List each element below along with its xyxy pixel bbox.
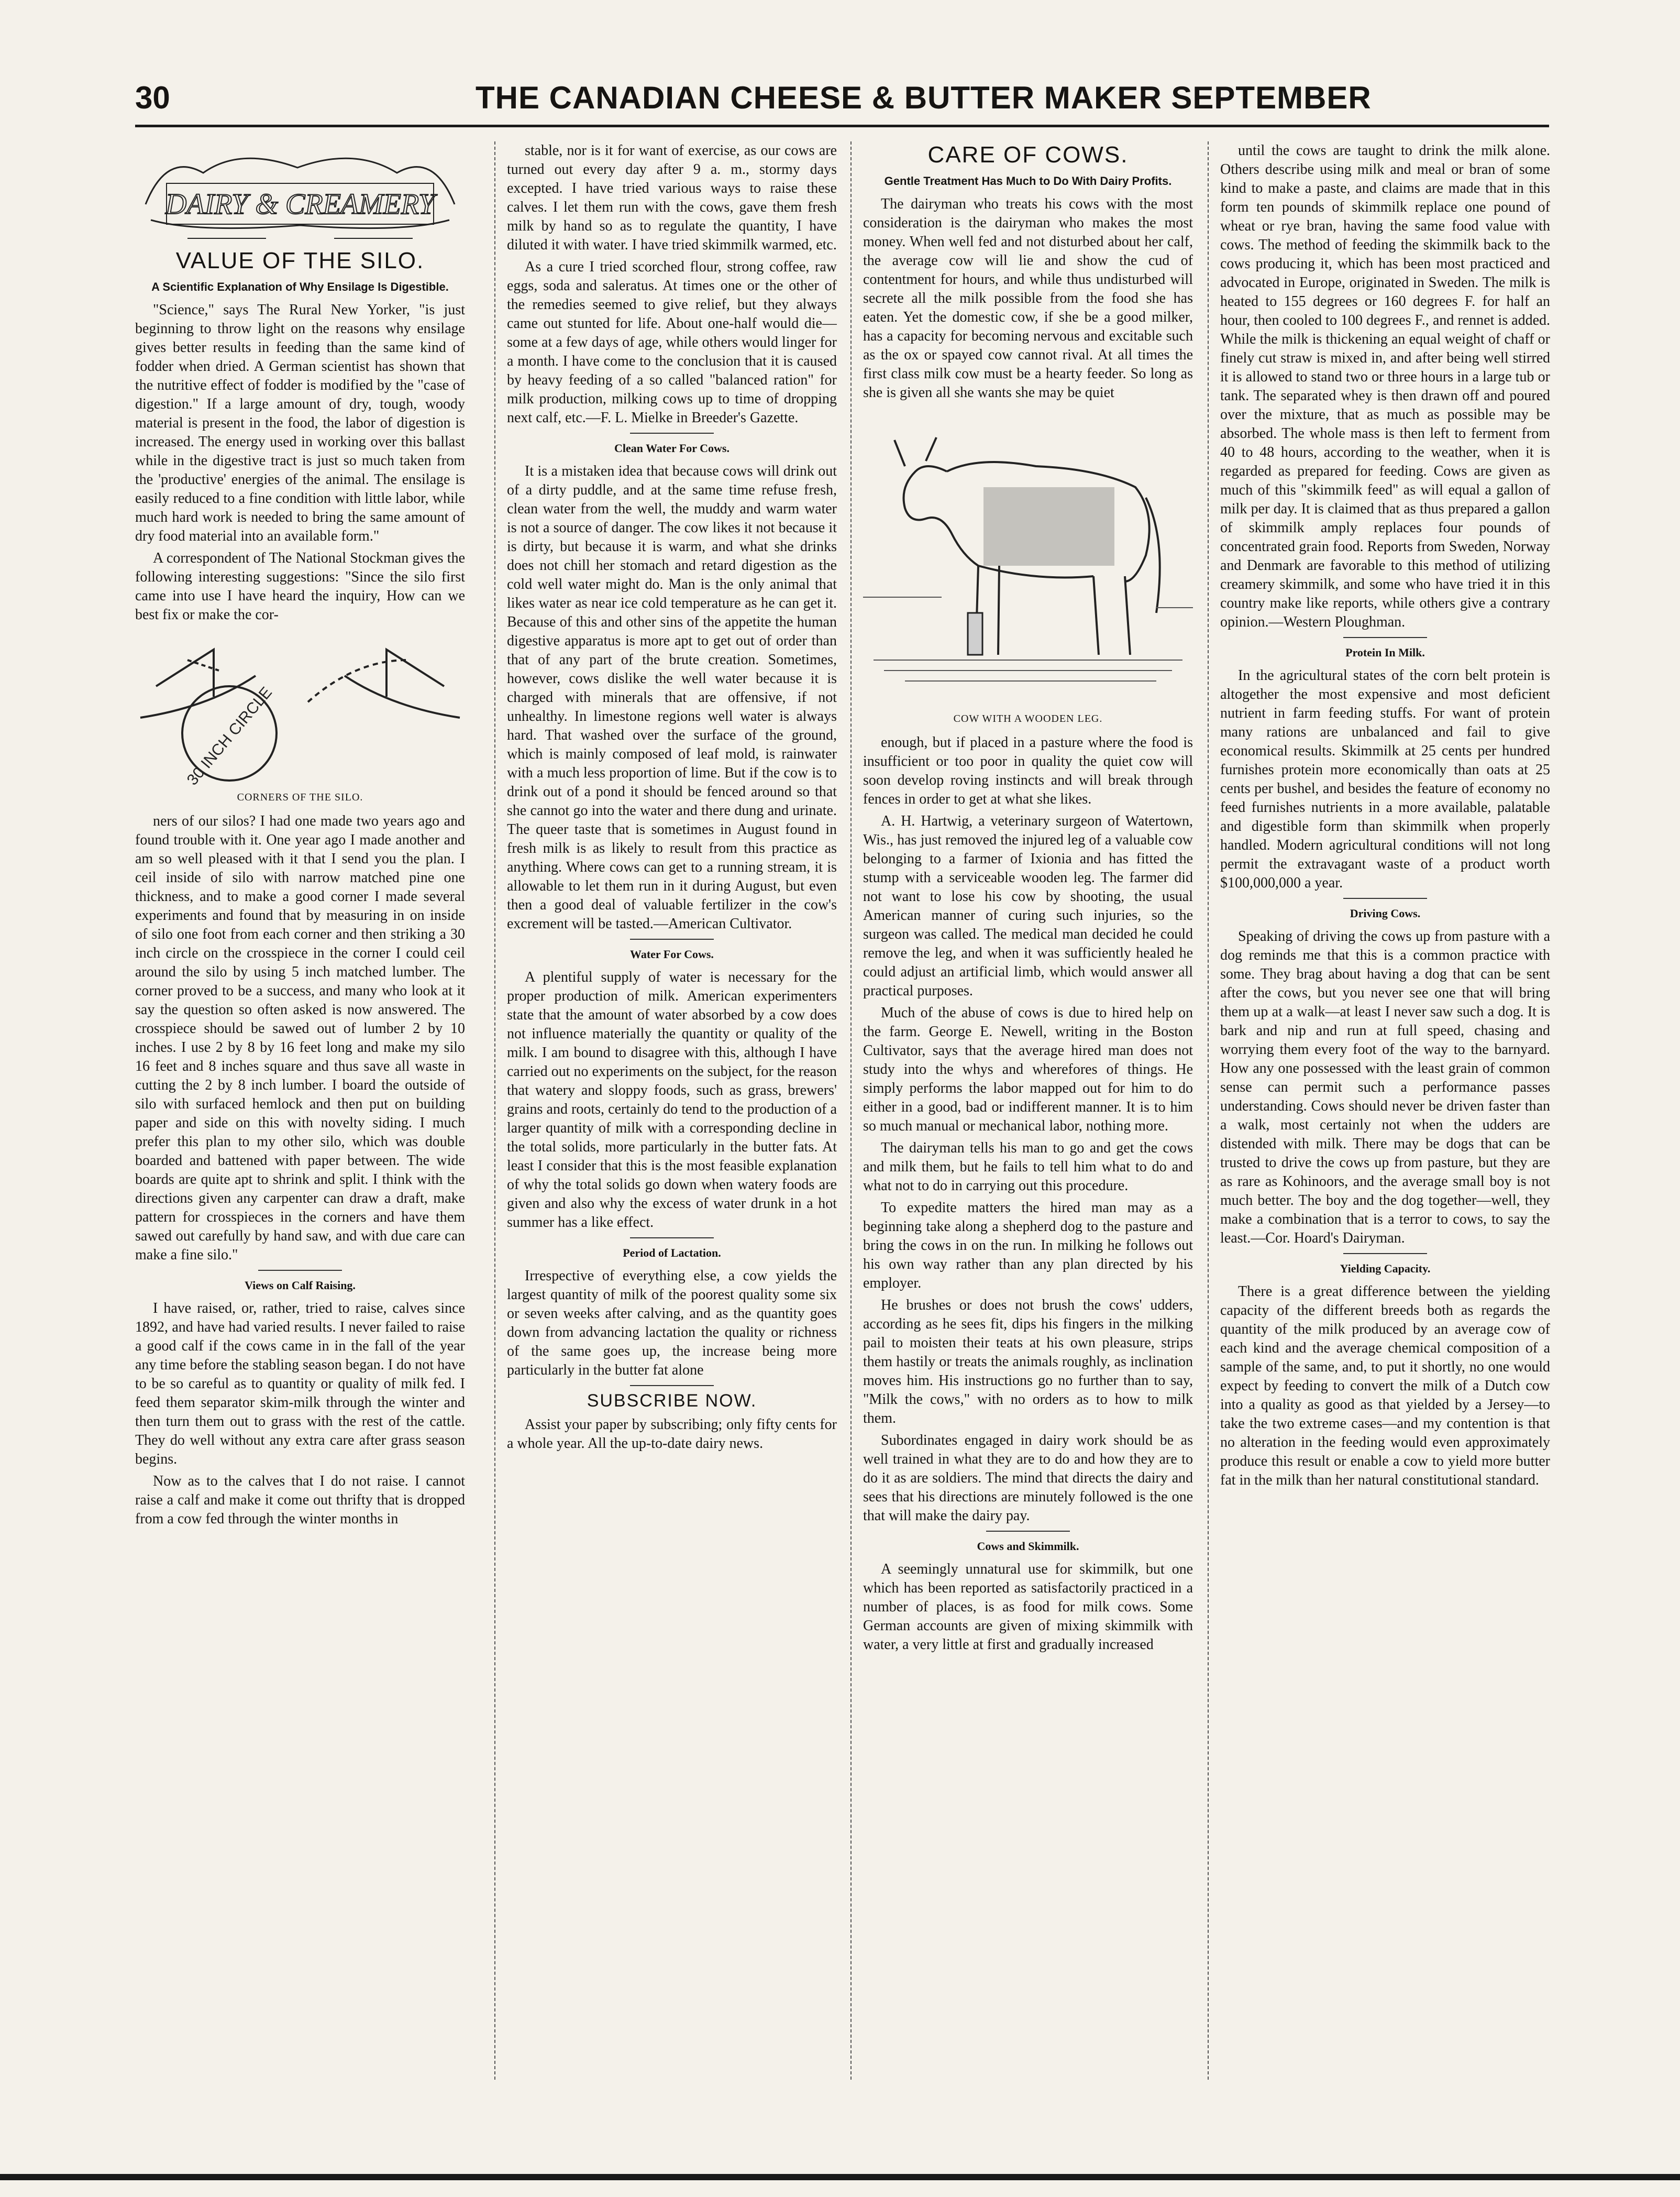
figure-caption: COW WITH A WOODEN LEG.	[953, 713, 1103, 724]
paragraph: A. H. Hartwig, a veterinary surgeon of Watertown, Wis., has just removed the injured leg of a valuable cow belonging to a farmer of Ixionia and has fitted the stump with a serviceable wooden leg. The farmer did not want to lose his cow by shooting, the usual American manner of curing such injuries, so the surgeon was called. The medical man decided he could remove the leg, and when it was sufficiently healed he could adjust an artificial limb, which would answer all practical purposes.	[863, 813, 1193, 999]
separator	[630, 939, 714, 940]
column-3	[863, 141, 1193, 2122]
page-bottom-border	[0, 2174, 1680, 2180]
separator	[1343, 637, 1427, 638]
paragraph: A plentiful supply of water is necessary for the proper production of milk. American experimenters state that the amount of water absorbed by a cow does not influence materially the quantity or quality of the milk. I am bound to disagree with this, although I have carried out no experiments on the subject, for the reason that watery and sloppy foods, such as grass, brewers' grains and roots, certainly do tend to the production of a larger quantity of milk with a corresponding decline in the total solids, more particularly in the butter fats. At least I consider that this is the most feasible explanation of why the total solids go down when watery foods are given and also why the excess of water drunk in a hot summer has a like effect.	[507, 969, 837, 1231]
subscribe-text: Assist your paper by subscribing; only fifty cents for a whole year. All the up-to-date dairy news.	[507, 1416, 837, 1452]
dairy-creamery-logo	[135, 141, 465, 246]
subscribe-heading: SUBSCRIBE NOW.	[587, 1391, 757, 1411]
article-title: CARE OF COWS.	[927, 142, 1129, 168]
paragraph: As a cure I tried scorched flour, strong coffee, raw eggs, soda and saleratus. At times one or the other of the remedies seemed to give relief, but they always came out stunted for life. About one-half would die—some at a few days of age, while others would linger for a month. I have come to the conclusion that it is caused by heavy feeding of a so called "balanced ration" for milk production, milking cows up to time of dropping next calf, etc.—F. L. Mielke in Breeder's Gazette.	[507, 259, 837, 426]
paragraph: In the agricultural states of the corn belt protein is altogether the most expensive and most deficient nutrient in farm feeding stuffs. For want of protein many rations are unbalanced and fail to give economical results. Skimmilk at 25 cents per hundred furnishes protein more economically than oats at 25 cents per bushel, and besides the feature of economy no feed furnishes nutrients in a more available, palatable and digestible form than skimmilk when properly handled. Modern agricultural conditions will not long permit the extravagant waste of a product worth $100,000,000 a year.	[1220, 667, 1550, 891]
paragraph: The dairyman who treats his cows with the most consideration is the dairyman who makes the most money. When well fed and not disturbed about her calf, the average cow will lie and show the cud of contentment for hours, and while thus undisturbed will secrete all the milk possible from the food she has eaten. Yet the domestic cow, if she be a good milker, has a capacity for becoming nervous and excitable such as the ox or spayed cow cannot rival. At all times the first class milk cow must be a hearty feeder. So long as she is given all she wants she may be quiet	[863, 196, 1193, 401]
article-subtitle: Gentle Treatment Has Much to Do With Dairy Profits.	[884, 174, 1172, 188]
page-header	[135, 80, 1549, 127]
section-heading: Driving Cows.	[1350, 907, 1421, 920]
masthead: THE CANADIAN CHEESE & BUTTER MAKER SEPTEMBER	[476, 80, 1372, 115]
paragraph: It is a mistaken idea that because cows will drink out of a dirty puddle, and at the same time refuse fresh, clean water from the well, the muddy and warm water is not a source of danger. The cow likes it not because it is dirty, but because it is warm, and what she drinks does not chill her stomach and retard digestion as the cold well water might do. Man is the only animal that likes water as near ice cold temperature as he can get it. Because of this and other sins of the appetite the human digestive apparatus is more apt to get out of order than that of any part of the brute creation. Sometimes, however, cows dislike the well water because it is charged with minerals that are offensive, if not unhealthy. In limestone regions well water is always hard. That washed over the surface of the ground, which is mainly composed of leaf mold, is rainwater with a much less proportion of lime. But if the cow is to drink out of a pond it should be fenced around so that she cannot go into the water and there dung and urinate. The queer taste that is sometimes in August found in fresh milk is as likely to result from this practice as anything. Where cows can get to a running stream, it is allowable to let them run in it during August, but even then a good deal of valuable fertilizer in the cow's excrement will be tasted.—American Cultivator.	[507, 463, 837, 932]
article-subtitle: A Scientific Explanation of Why Ensilage Is Digestible.	[151, 280, 449, 293]
column-4	[1220, 141, 1550, 2122]
separator	[986, 1531, 1070, 1532]
paragraph: A seemingly unnatural use for skimmilk, but one which has been reported as satisfactorily practiced in a number of places, is as food for milk cows. Some German accounts are given of mixing skimmilk with water, a very little at first and gradually increased	[863, 1561, 1193, 1653]
cow-wooden-leg-illustration	[863, 409, 1193, 707]
column-1	[135, 141, 465, 2122]
paragraph: A correspondent of The National Stockman gives the following interesting suggestions: "Since the silo first came into use I have heard the inquiry, How can we best fix or make the cor-	[135, 550, 465, 623]
paragraph: I have raised, or, rather, tried to raise, calves since 1892, and have had varied results. I never failed to raise a good calf if the cows came in in the fall of the year any time before the stabling season began. I do not have to be so careful as to quantity or quality of milk fed. I feed them separator skim-milk through the winter and then turn them out to grass with the rest of the cattle. They do well without any extra care after grass season begins.	[135, 1300, 465, 1467]
column-divider	[494, 141, 495, 2080]
paragraph: To expedite matters the hired man may as a beginning take along a shepherd dog to the pasture and bring the cows in on the run. In milking he follows out his own way rather than any plan directed by his employer.	[863, 1200, 1193, 1291]
paragraph: The dairyman tells his man to go and get the cows and milk them, but he fails to tell him what to do and what not to do in carrying out this procedure.	[863, 1140, 1193, 1194]
separator	[630, 1385, 714, 1386]
section-heading: Cows and Skimmilk.	[977, 1540, 1079, 1553]
paragraph: stable, nor is it for want of exercise, as our cows are turned out every day after 9 a. m., stormy days excepted. I have tried various ways to raise these calves. I let them run with the cows, gave them fresh milk by hand so as to regulate the quantity, I have diluted it with water. I have tried skimmilk warmed, etc.	[507, 142, 837, 253]
figure-label: 30 INCH CIRCLE	[183, 684, 276, 786]
paragraph: Irrespective of everything else, a cow yields the largest quantity of milk of the poorest quality some six or seven weeks after calving, and as the quantity goes down from advancing lactation the quality or richness of the same goes up, the increase being more particularly in the butter fat alone	[507, 1268, 837, 1378]
paragraph: "Science," says The Rural New Yorker, "is just beginning to throw light on the reasons why ensilage gives better results in feeding than the same kind of fodder when dried. A German scientist has shown that the nutritive effect of fodder is modified by the "case of digestion." If a large amount of dry, tough, woody material is present in the food, the labor of digestion is increased. The energy used in working over this ballast while in the digestive tract is just so much taken from the 'productive' energies of the animal. The ensilage is easily reduced to a fine condition with little labor, while much hard work is needed to bring the same amount of dry food material into an available form."	[135, 302, 465, 544]
paragraph: Now as to the calves that I do not raise. I cannot raise a calf and make it come out thrifty that is dropped from a cow fed through the winter months in	[135, 1473, 465, 1527]
separator	[1343, 898, 1427, 899]
section-heading: Views on Calf Raising.	[245, 1279, 356, 1292]
section-heading: Protein In Milk.	[1345, 646, 1425, 659]
figure-caption: CORNERS OF THE SILO.	[237, 792, 363, 803]
paragraph: There is a great difference between the yielding capacity of the different breeds both as regards the quantity of the milk produced by an average cow of each kind and the average chemical composition of a sample of the same, and, to put it shortly, no one would expect by feeding to convert the milk of a Dutch cow into a quality as good as that yielded by a Jersey—to take the two extreme cases—and my contention is that no alteration in the feeding would even approximately produce this result or enable a cow to yield more butter fat in the milk than her natural constitutional standard.	[1220, 1283, 1550, 1488]
column-divider	[850, 141, 852, 2080]
column-divider	[1208, 141, 1209, 2080]
paragraph: Subordinates engaged in dairy work should be as well trained in what they are to do and how they are to do it as are soldiers. The mind that directs the dairy and sees that his directions are minutely followed is the one that will make the dairy pay.	[863, 1432, 1193, 1524]
section-heading: Water For Cows.	[630, 948, 714, 961]
logo-text: DAIRY & CREAMERY	[165, 188, 435, 221]
separator	[1343, 1253, 1427, 1254]
paragraph: He brushes or does not brush the cows' udders, according as he sees fit, dips his fingers in the milking pail to moisten their teats at his own pleasure, strips them hastily or treats the animals roughly, as inclination moves him. His instructions go no further than to say, "Milk the cows," with no orders as to how to milk them.	[863, 1297, 1193, 1426]
paragraph: Much of the abuse of cows is due to hired help on the farm. George E. Newell, writing in the Boston Cultivator, says that the average hired man does not study into the whys and wherefores of things. He simply performs the labor mapped out for him to do either in a good, bad or indifferent manner. It is to him so much manual or mechanical labor, nothing more.	[863, 1005, 1193, 1134]
section-heading: Period of Lactation.	[623, 1246, 721, 1259]
paragraph: ners of our silos? I had one made two years ago and found trouble with it. One year ago I made another and am so well pleased with it that I send you the plan. I ceil inside of silo with narrow matched pine one thickness, and to make a good corner I made several experiments and found that by measuring in on inside of silo one foot from each corner and then striking a 30 inch circle on the crosspiece in the corner I could ceil around the silo by using 5 inch matched lumber. The corner proved to be a success, and many who look at it say the question so often asked is now answered. The crosspiece should be sawed out of lumber 2 by 10 inches. I use 2 by 8 by 16 feet long and make my silo 16 feet and 8 inches square and thus save all waste in cutting the 2 by 8 inch lumber. I board the outside of silo with surfaced hemlock and then put on building paper and side on this with novelty siding. I much prefer this plan to my other silo, which was double boarded and battened with paper between. The wide boards are quite apt to shrink and split. I think with the directions given any carpenter can draw a draft, make pattern for crosspieces in the corners and have them sawed out carefully by hand saw, and with due care can make a fine silo."	[135, 813, 465, 1263]
paragraph: Speaking of driving the cows up from pasture with a dog reminds me that this is a common practice with some. They brag about having a dog that can be sent after the cows, but you never see one that will bring them up at a walk—at least I never saw such a dog. It is bark and nip and run at full speed, chasing and worrying them every foot of the way to the barnyard. How any one possessed with the least grain of common sense can permit such a performance passes understanding. Cows should never be driven faster than a walk, most certainly not when the udders are distended with milk. There may be dogs that can be trusted to drive the cows up from pasture, but they are as rare as Kohinoors, and the average small boy is not much better. The boy and the dog together—well, they make a combination that is a terror to cows, to say the least.—Cor. Hoard's Dairyman.	[1220, 928, 1550, 1246]
separator	[258, 1270, 342, 1271]
separator	[630, 433, 714, 434]
paragraph: enough, but if placed in a pasture where the food is insufficient or too poor in quality the quiet cow will soon develop roving instincts and will break through fences in order to get at what she likes.	[863, 734, 1193, 807]
column-2	[507, 141, 837, 2122]
section-heading: Yielding Capacity.	[1340, 1262, 1431, 1275]
page-number: 30	[135, 80, 170, 115]
separator	[630, 1237, 714, 1238]
silo-corners-figure	[135, 629, 465, 786]
article-title: VALUE OF THE SILO.	[175, 248, 425, 273]
paragraph: until the cows are taught to drink the milk alone. Others describe using milk and meal or bran of some kind to make a paste, and claims are made that in this form ten pounds of skimmilk replace one pound of wheat or rye bran, having the same food value with cows. The method of feeding the skimmilk back to the cows producing it, which has been most practiced and advocated in Europe, originated in Sweden. The milk is heated to 155 degrees or 160 degrees F. for half an hour, then cooled to 100 degrees F., and rennet is added. While the milk is thickening an equal weight of chaff or finely cut straw is mixed in, and after being well stirred it is allowed to stand two or three hours in a large tub or tank. The separated whey is then drawn off and poured over the mixture, that as much as possible may be absorbed. The whole mass is then left to ferment from 40 to 48 hours, according to the weather, when it is regarded as prepared for feeding. Cows are given as much of this "skimmilk feed" as will equal a gallon of milk per day. It is claimed that as thus prepared a gallon of skimmilk amply replaces four pounds of concentrated grain food. Reports from Sweden, Norway and Denmark are favorable to this method of utilizing creamery skimmilk, and some who have tried it in this country make like reports, while others give a contrary opinion.—Western Ploughman.	[1220, 142, 1550, 630]
section-heading: Clean Water For Cows.	[614, 442, 730, 455]
